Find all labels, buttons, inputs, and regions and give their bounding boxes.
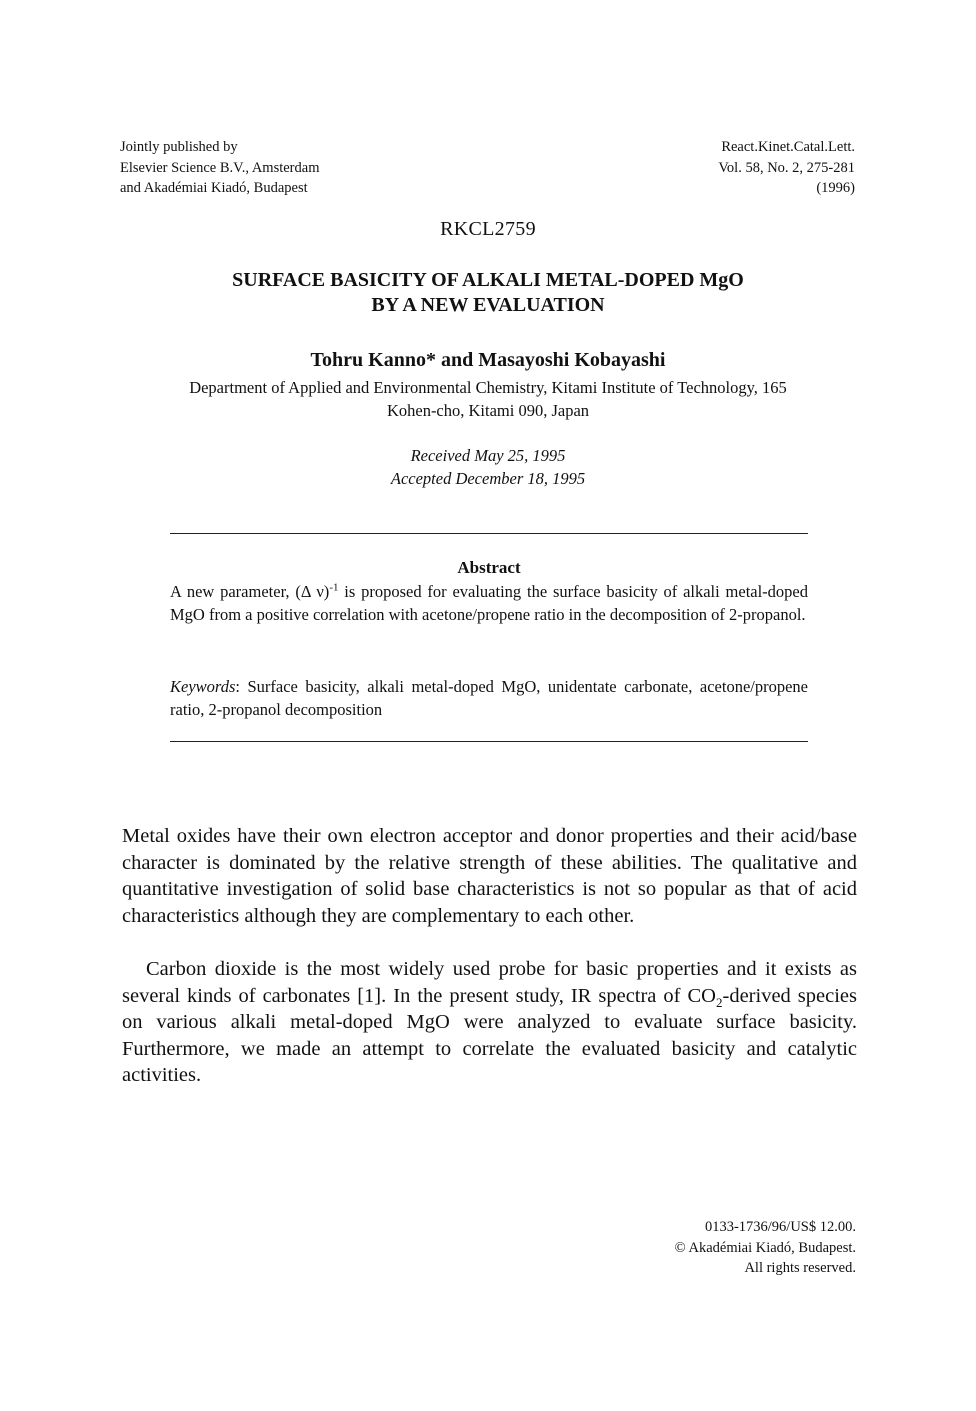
journal-line: React.Kinet.Catal.Lett. [721, 139, 855, 155]
copyright-line: © Akadémiai Kiadó, Budapest. [674, 1239, 856, 1256]
article-code: RKCL2759 [440, 218, 536, 240]
journal-citation [718, 137, 855, 199]
publisher-line: Jointly published by [120, 139, 238, 155]
affiliation [0, 376, 976, 422]
dates [0, 444, 976, 490]
abstract-heading: Abstract [457, 558, 521, 577]
paragraph-2-subscript: 2 [716, 994, 723, 1010]
publisher-line: and Akadémiai Kiadó, Budapest [120, 180, 308, 196]
paragraph-2-start: Carbon dioxide is the most widely used probe for basic properties and it exists as several kinds of carbonates [1]. In the present study, IR spectra of CO [122, 958, 857, 1007]
publisher-info [120, 137, 319, 199]
authors: Tohru Kanno* and Masayoshi Kobayashi [310, 349, 666, 371]
affiliation-line: Department of Applied and Environmental Chemistry, Kitami Institute of Technology, 165 [189, 378, 787, 397]
keywords-text: : Surface basicity, alkali metal-doped MgO, unidentate carbonate, acetone/propene ratio, 2-propanol decomposition [170, 677, 808, 719]
keywords [170, 675, 808, 721]
journal-line: Vol. 58, No. 2, 275-281 [718, 159, 855, 176]
abstract-text-start: A new parameter, (Δ ν) [170, 582, 330, 601]
copyright-line: 0133-1736/96/US$ 12.00. [704, 1219, 856, 1235]
keywords-label: Keywords [170, 677, 236, 696]
body-paragraph-1: Metal oxides have their own electron acceptor and donor properties and their acid/base character is dominated by the relative strength of these abilities. The qualitative and quantitative investigation of solid base characteristics is not so popular as that of acid characteristics although they are complementary to each other. [122, 825, 857, 927]
title-line: BY A NEW EVALUATION [371, 294, 605, 316]
accepted-date: Accepted December 18, 1995 [390, 469, 586, 488]
top-rule [170, 533, 808, 534]
received-date: Received May 25, 1995 [410, 446, 566, 465]
copyright-line: All rights reserved. [744, 1260, 856, 1276]
publisher-line: Elsevier Science B.V., Amsterdam [120, 159, 320, 176]
affiliation-line: Kohen-cho, Kitami 090, Japan [386, 401, 590, 420]
title-line: SURFACE BASICITY OF ALKALI METAL-DOPED MgO [232, 269, 744, 291]
abstract-text-end: is proposed for evaluating the surface basicity of alkali metal-doped MgO from a positive correlation with acetone/propene ratio in the decomposition of 2-propanol. [170, 582, 809, 624]
abstract-text [170, 580, 808, 626]
paper-title [0, 268, 976, 318]
journal-line: (1996) [816, 180, 855, 196]
abstract-superscript: -1 [329, 581, 339, 594]
paragraph-2-end: -derived species on various alkali metal-doped MgO were analyzed to evaluate surface basicity. Furthermore, we made an attempt to correlate the evaluated basicity and catalytic activities. [122, 984, 858, 1086]
copyright-notice [675, 1217, 856, 1279]
bottom-rule [170, 741, 808, 742]
body-paragraph-2 [122, 956, 857, 1089]
